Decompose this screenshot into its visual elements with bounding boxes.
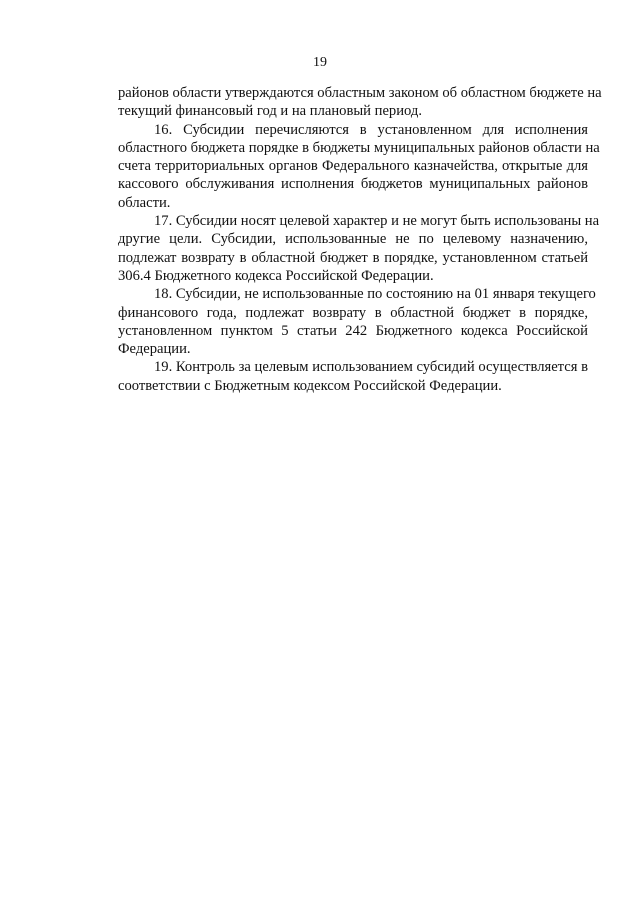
paragraph-18	[118, 285, 596, 358]
text-line: другие цели. Субсидии, использованные не по целевому назначению,	[118, 231, 588, 248]
text-line: области.	[118, 194, 171, 211]
text-line: текущий финансовый год и на плановый период.	[118, 103, 422, 120]
paragraph-19	[118, 358, 588, 395]
text-line: установленном пунктом 5 статьи 242 Бюджетного кодекса Российской	[118, 322, 588, 339]
text-line: 17. Субсидии носят целевой характер и не могут быть использованы на	[154, 213, 600, 230]
text-line: 19. Контроль за целевым использованием субсидий осуществляется в	[154, 359, 588, 376]
text-line: счета территориальных органов Федерального казначейства, открытые для	[118, 158, 588, 175]
text-line: областного бюджета порядке в бюджеты муниципальных районов области на	[118, 139, 600, 156]
text-line: соответствии с Бюджетным кодексом Российской Федерации.	[118, 377, 502, 394]
page-number: 19	[313, 55, 327, 70]
text-line: 18. Субсидии, не использованные по состоянию на 01 января текущего	[154, 286, 596, 303]
text-line: финансового года, подлежат возврату в областной бюджет в порядке,	[118, 304, 588, 321]
text-line: подлежат возврату в областной бюджет в порядке, установленном статьей	[118, 249, 588, 266]
paragraph-16	[118, 121, 600, 212]
text-line: Федерации.	[118, 341, 191, 358]
text-line: 306.4 Бюджетного кодекса Российской Федерации.	[118, 267, 434, 284]
paragraph-17	[118, 212, 600, 285]
text-line: районов области утверждаются областным законом об областном бюджете на	[118, 85, 602, 101]
text-line: кассового обслуживания исполнения бюджетов муниципальных районов	[118, 176, 588, 193]
paragraph-continuation	[118, 84, 602, 121]
text-line: 16. Субсидии перечисляются в установленном для исполнения	[154, 121, 588, 138]
document-body	[118, 84, 602, 395]
